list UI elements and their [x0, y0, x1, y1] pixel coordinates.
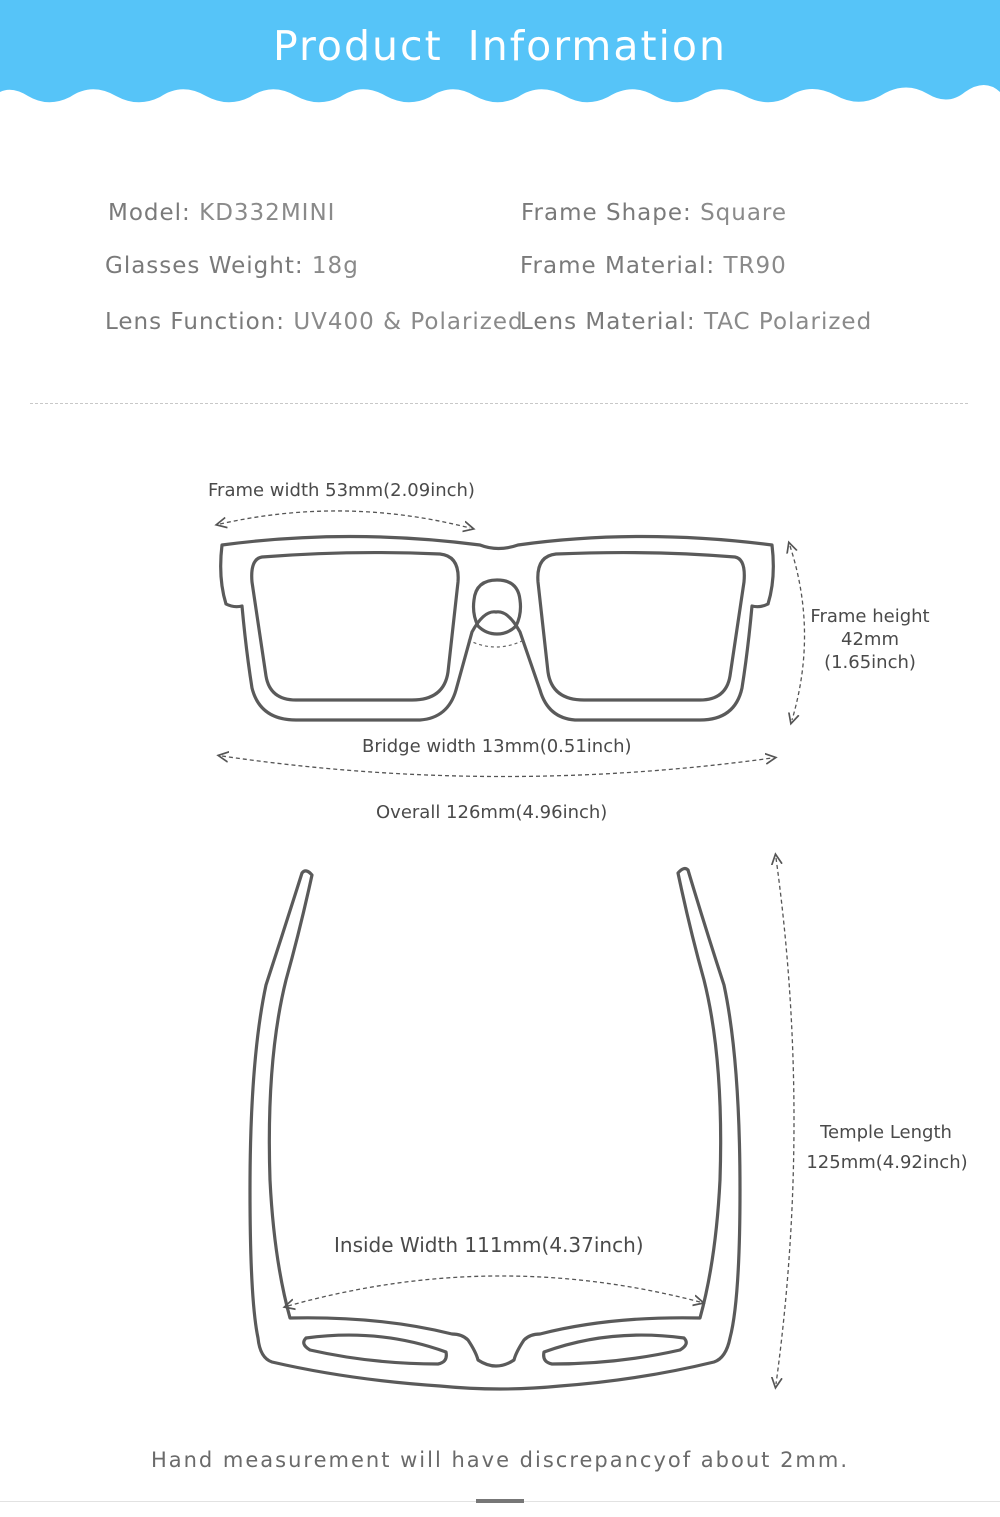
bridge-width-label: Bridge width 13mm(0.51inch)	[362, 736, 632, 757]
spec-model-value: KD332MINI	[199, 200, 336, 226]
frame-height-label-line3: (1.65inch)	[824, 652, 916, 673]
spec-frame-material-label: Frame Material:	[520, 253, 716, 279]
overall-width-arrow	[222, 756, 772, 777]
overall-width-label: Overall 126mm(4.96inch)	[376, 802, 608, 823]
spec-lens-material-value: TAC Polarized	[703, 309, 873, 335]
spec-weight-label: Glasses Weight:	[105, 253, 304, 279]
temple-length-arrow	[776, 858, 794, 1384]
spec-frame-shape-label: Frame Shape:	[521, 200, 692, 226]
temple-length-label-line2: 125mm(4.92inch)	[806, 1152, 968, 1173]
bottom-tab-marker	[476, 1499, 524, 1503]
inside-width-arrow	[288, 1276, 700, 1306]
spec-model-label: Model:	[108, 200, 191, 226]
measurement-note: Hand measurement will have discrepancyof about 2mm.	[150, 1448, 850, 1472]
temple-length-label-line1: Temple Length	[820, 1122, 952, 1143]
frame-width-arrow	[220, 511, 470, 528]
spec-lens-material-label: Lens Material:	[520, 309, 696, 335]
page-title: Product Information	[272, 22, 728, 70]
spec-frame-shape-value: Square	[700, 200, 788, 226]
front-frame-outline	[221, 537, 774, 721]
spec-lens-function-label: Lens Function:	[105, 309, 286, 335]
frame-height-label-line2: 42mm	[841, 629, 899, 650]
inside-width-label: Inside Width 111mm(4.37inch)	[334, 1233, 644, 1257]
frame-height-label-line1: Frame height	[810, 606, 930, 627]
spec-frame-material-value: TR90	[723, 253, 787, 279]
frame-width-label: Frame width 53mm(2.09inch)	[208, 480, 475, 501]
spec-weight-value: 18g	[311, 253, 359, 279]
spec-lens-function-value: UV400 & Polarized	[293, 309, 524, 335]
top-view-outline	[250, 869, 740, 1389]
